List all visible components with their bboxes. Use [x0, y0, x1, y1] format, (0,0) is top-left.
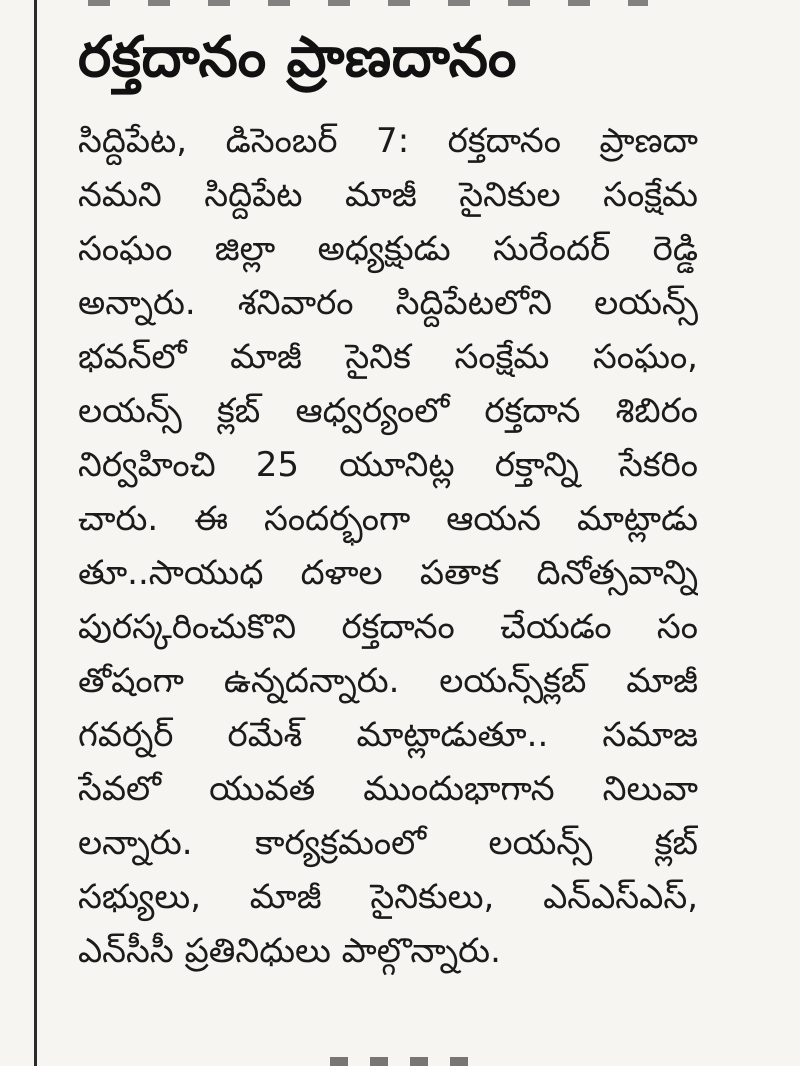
cropped-text-top — [88, 0, 648, 6]
body-line: అన్నారు. శనివారం సిద్దిపేటలోని లయన్స్ — [78, 283, 698, 323]
headline: రక్తదానం ప్రాణదానం — [78, 25, 517, 90]
article-body — [78, 114, 698, 978]
cropped-text-bottom — [330, 1057, 470, 1066]
body-line: ఎన్‌సీసీ ప్రతినిధులు పాల్గొన్నారు. — [78, 931, 501, 971]
body-line: తోషంగా ఉన్నదన్నారు. లయన్స్‌క్లబ్ మాజీ — [78, 661, 698, 701]
body-line: పురస్కరించుకొని రక్తదానం చేయడం సం — [78, 607, 698, 647]
body-line: గవర్నర్ రమేశ్ మాట్లాడుతూ.. సమాజ — [78, 715, 698, 755]
column-divider — [34, 0, 37, 1066]
body-line: సిద్దిపేట, డిసెంబర్ 7: రక్తదానం ప్రాణదా — [78, 121, 698, 161]
body-line: సభ్యులు, మాజీ సైనికులు, ఎన్‌ఎస్‌ఎస్, — [78, 877, 698, 917]
body-line: నమని సిద్దిపేట మాజీ సైనికుల సంక్షేమ — [78, 175, 698, 215]
body-line: చారు. ఈ సందర్భంగా ఆయన మాట్లాడు — [78, 499, 698, 539]
body-line: లన్నారు. కార్యక్రమంలో లయన్స్ క్లబ్ — [78, 823, 698, 863]
article — [78, 16, 698, 978]
body-line: సేవలో యువత ముందుభాగాన నిలువా — [78, 769, 698, 809]
body-line: భవన్‌లో మాజీ సైనిక సంక్షేమ సంఘం, — [78, 337, 698, 377]
body-line: తూ..సాయుధ దళాల పతాక దినోత్సవాన్ని — [78, 553, 698, 593]
body-line: లయన్స్ క్లబ్ ఆధ్వర్యంలో రక్తదాన శిబిరం — [78, 391, 698, 431]
body-line: సంఘం జిల్లా అధ్యక్షుడు సురేందర్ రెడ్డి — [78, 229, 698, 269]
body-line: నిర్వహించి 25 యూనిట్ల రక్తాన్ని సేకరిం — [78, 445, 698, 485]
